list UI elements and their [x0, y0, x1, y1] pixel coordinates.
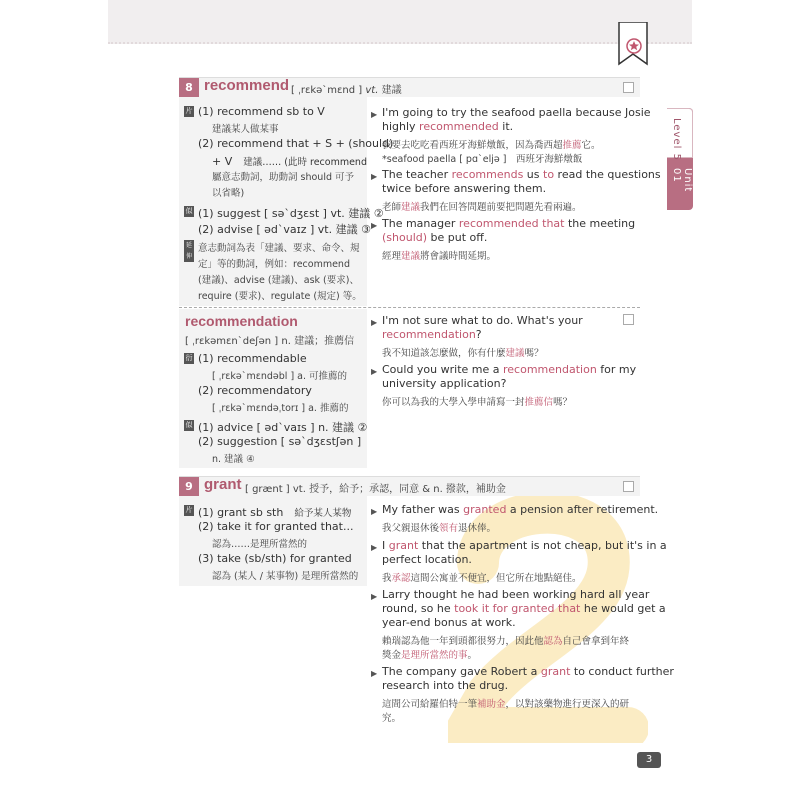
usage-line: (1) recommend sb to V [198, 105, 325, 118]
example-sentence: Larry thought he had been working hard all year [382, 588, 650, 601]
page-number: 3 [637, 752, 661, 768]
extension-badge: 延伸 [185, 242, 192, 260]
example-translation: 獎金是理所當然的事。 [382, 650, 478, 661]
bullet-icon: ▶ [371, 669, 378, 678]
derived-line: [ ˌrɛkəˋmɛndəbl ] a. 可推薦的 [212, 371, 348, 382]
example-sentence: (should) be put off. [382, 231, 488, 244]
example-translation: 我不知道該怎麼做，你有什麼建議嗎？ [382, 348, 544, 359]
example-sentence: The manager recommended that the meeting [382, 217, 636, 230]
example-translation: 你可以為我的大學入學申請寫一封推薦信嗎？ [382, 397, 573, 408]
bookmark-star-icon [617, 22, 649, 66]
headword: recommend [204, 77, 290, 94]
entry-header-grant [179, 476, 640, 496]
example-translation: 賴瑞認為他一年到頭都很努力，因此他認為自己會拿到年終 [382, 636, 630, 647]
example-translation: 我承認這間公寓並不便宜，但它所在地點絕佳。 [382, 573, 582, 584]
bullet-icon: ▶ [371, 507, 378, 516]
unit-label: Unit 01 [671, 168, 693, 193]
example-sentence: round, so he took it for granted that he would get a [382, 602, 666, 615]
derived-badge: 衍 [185, 354, 193, 362]
example-sentence: university application? [382, 377, 507, 390]
bullet-icon: ▶ [371, 592, 378, 601]
headword-info: [ ˌrɛkəˋmɛnd ] vt. 建議 [291, 85, 402, 96]
usage-line: 認為 (某人 / 某事物) 是理所當然的 [212, 571, 359, 582]
example-translation: 經理建議將會議時間延期。 [382, 251, 497, 262]
subheadword-info: [ ˌrɛkəmɛnˋdeʃən ] n. 建議；推薦信 [185, 336, 355, 347]
usage-badge: 片 [185, 506, 193, 514]
usage-line: (3) take (sb/sth) for granted [198, 552, 352, 565]
example-sentence: I'm not sure what to do. What's your [382, 314, 583, 327]
bullet-icon: ▶ [371, 543, 378, 552]
derived-line: (2) recommendatory [198, 384, 312, 397]
example-sentence: My father was granted a pension after retirement. [382, 503, 659, 516]
example-translation: 我要去吃吃看西班牙海鮮燉飯，因為喬西超推薦它。 [382, 140, 601, 151]
example-sentence: highly recommended it. [382, 120, 514, 133]
example-translation: 這間公司給羅伯特一筆補助金，以對該藥物進行更深入的研 [382, 699, 630, 710]
synonym-line: (2) advise [ ədˋvaɪz ] vt. 建議 ③ [198, 223, 371, 236]
example-sentence: perfect location. [382, 553, 472, 566]
example-sentence: The company gave Robert a grant to conduct further [382, 665, 674, 678]
usage-line: (1) grant sb sth 給予某人某物 [198, 506, 352, 519]
headword: grant [204, 476, 242, 493]
example-translation: 老師建議我們在回答問題前要把問題先看兩遍。 [382, 202, 582, 213]
bullet-icon: ▶ [371, 221, 378, 230]
extension-line: (建議)、advise (建議)、ask (要求)、 [198, 275, 359, 286]
checkbox[interactable] [623, 82, 634, 93]
synonym-badge: 似 [185, 207, 193, 215]
bullet-icon: ▶ [371, 367, 378, 376]
usage-line: + V 建議…… (此時 recommend [212, 155, 367, 168]
example-sentence: I grant that the apartment is not cheap, but it's in a [382, 539, 667, 552]
entry-number: 8 [179, 78, 199, 98]
example-sentence: year-end bonus at work. [382, 616, 516, 629]
example-sentence: twice before answering them. [382, 182, 547, 195]
extension-line: require (要求)、regulate (規定) 等。 [198, 291, 362, 302]
level-label: Level 5 [671, 118, 682, 161]
checkbox[interactable] [623, 314, 634, 325]
entry-number: 9 [179, 477, 199, 497]
bullet-icon: ▶ [371, 110, 378, 119]
usage-line: 認為……是理所當然的 [212, 539, 308, 550]
extension-line: 意志動詞為表「建議、要求、命令、規 [198, 243, 360, 254]
example-note: *seafood paella [ pɑˋeljə ] 西班牙海鮮燉飯 [382, 154, 583, 165]
usage-badge: 片 [185, 107, 193, 115]
usage-line: (2) recommend that + S + (should) [198, 137, 394, 150]
derived-line: (1) recommendable [198, 352, 307, 365]
divider [179, 307, 640, 308]
headword-info: [ grænt ] vt. 授予，給予；承認，同意 & n. 撥款，補助金 [245, 484, 506, 495]
example-sentence: I'm going to try the seafood paella because Josie [382, 106, 651, 119]
extension-line: 定」等的動詞，例如：recommend [198, 259, 350, 270]
synonym-line: (1) advice [ ədˋvaɪs ] n. 建議 ② [198, 421, 368, 434]
entry-header-recommend [179, 77, 640, 97]
synonym-line: n. 建議 ④ [212, 454, 255, 465]
example-sentence: recommendation? [382, 328, 482, 341]
checkbox[interactable] [623, 481, 634, 492]
example-translation: 我父親退休後領有退休俸。 [382, 523, 497, 534]
unit-side-tab [667, 108, 693, 210]
usage-line: 以省略) [212, 188, 245, 199]
example-translation: 究。 [382, 713, 402, 724]
usage-line: (2) take it for granted that... [198, 520, 354, 533]
derived-line: [ ˌrɛkəˋmɛndəˌtorɪ ] a. 推薦的 [212, 403, 349, 414]
example-sentence: research into the drug. [382, 679, 509, 692]
top-decorative-band [108, 0, 692, 44]
example-sentence: Could you write me a recommendation for my [382, 363, 637, 376]
synonym-line: (1) suggest [ səˋdʒɛst ] vt. 建議 ② [198, 207, 384, 220]
synonym-badge: 似 [185, 421, 193, 429]
example-sentence: The teacher recommends us to read the questions [382, 168, 661, 181]
synonym-line: (2) suggestion [ səˋdʒɛstʃən ] [198, 435, 362, 448]
usage-line: 建議某人做某事 [212, 124, 279, 135]
bullet-icon: ▶ [371, 318, 378, 327]
bullet-icon: ▶ [371, 172, 378, 181]
usage-line: 屬意志動詞，助動詞 should 可予 [212, 172, 355, 183]
subheadword: recommendation [185, 313, 298, 329]
